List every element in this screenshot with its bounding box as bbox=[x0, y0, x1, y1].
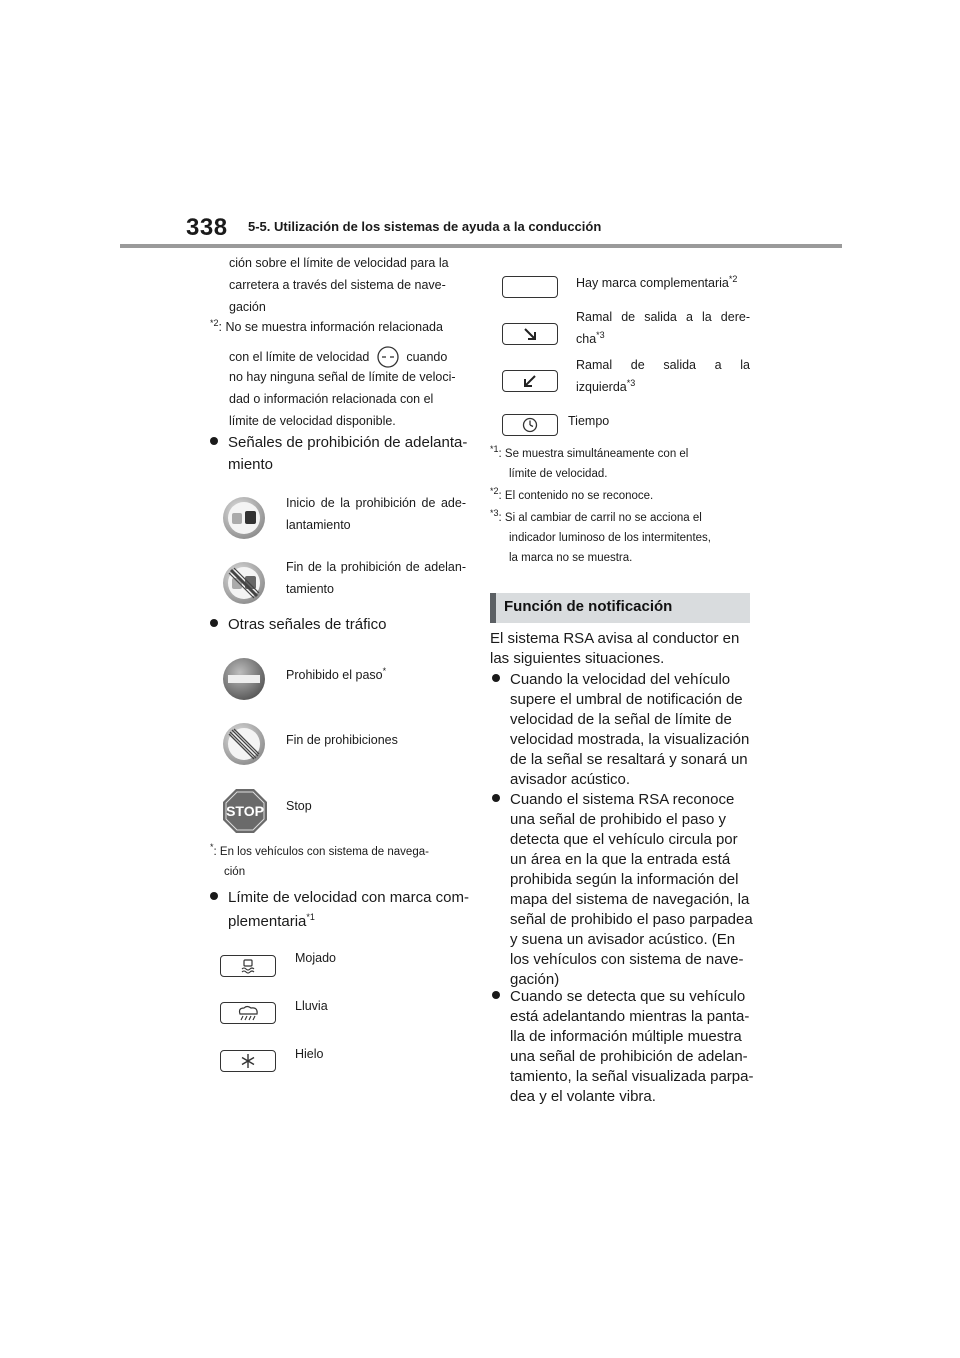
text-line: una señal de prohibido el paso y bbox=[510, 811, 726, 828]
text-line: Señales de prohibición de adelanta- bbox=[228, 434, 468, 451]
blank-panel-icon bbox=[502, 276, 558, 298]
footnote-mark: *3 bbox=[490, 508, 499, 519]
traffic-item-no-entry bbox=[286, 664, 466, 686]
text-line: lantamiento bbox=[286, 518, 351, 532]
text-line: las siguientes situaciones. bbox=[490, 650, 665, 667]
bullet-other-signs-heading bbox=[210, 614, 470, 636]
text-line: cuando bbox=[406, 350, 448, 364]
footnote-mark: *2 bbox=[210, 317, 219, 328]
no-overtaking-sign bbox=[222, 496, 266, 540]
speed-limit-none-icon bbox=[377, 346, 399, 368]
text-line: cha bbox=[576, 332, 597, 346]
text-line: tamiento, la señal visualizada parpa- bbox=[510, 1068, 754, 1085]
no-entry-sign bbox=[222, 657, 266, 701]
text-line: supere el umbral de notificación de bbox=[510, 691, 743, 708]
bullet-overtaking-heading bbox=[210, 432, 470, 476]
text-line: velocidad mostrada, la visualización bbox=[510, 731, 750, 748]
header-divider bbox=[120, 244, 842, 248]
notification-bullet-2 bbox=[492, 790, 754, 990]
supp-label-wet: Mojado bbox=[295, 951, 336, 965]
text-line: ción bbox=[224, 866, 246, 878]
text-line: límite de velocidad disponible. bbox=[229, 414, 396, 428]
footnote-2-rest bbox=[229, 366, 469, 432]
notification-bullet-3 bbox=[492, 987, 754, 1107]
end-of-restrictions-sign bbox=[222, 722, 266, 766]
text-line: Otras señales de tráfico bbox=[228, 616, 387, 633]
text-line: plementaria bbox=[228, 913, 307, 930]
footnote-2 bbox=[210, 316, 470, 338]
text-line: Fin de la prohibición de adelan- bbox=[286, 560, 466, 574]
text-line: Cuando la velocidad del vehículo bbox=[510, 671, 731, 688]
text-line: indicador luminoso de los intermitentes, bbox=[509, 532, 711, 544]
rain-icon bbox=[220, 1002, 276, 1024]
footnote-1 bbox=[490, 444, 752, 484]
text-line: prohibida según la información del bbox=[510, 871, 739, 888]
text-line: un área en la que la entrada está bbox=[510, 851, 731, 868]
section-title: Función de notificación bbox=[504, 598, 673, 615]
bullet-supp-heading bbox=[210, 886, 470, 934]
text-line: ción sobre el límite de velocidad para la bbox=[229, 256, 449, 270]
text-line: Cuando se detecta que su vehículo bbox=[510, 988, 746, 1005]
footnote-mark: *1 bbox=[306, 912, 315, 922]
stop-sign-text: STOP bbox=[226, 803, 264, 819]
snowflake-icon bbox=[220, 1050, 276, 1072]
traffic-item-end-restrictions bbox=[286, 729, 466, 751]
stop-sign bbox=[222, 788, 266, 832]
text-line: con el límite de velocidad bbox=[229, 350, 370, 364]
supp-label-ice: Hielo bbox=[295, 1047, 324, 1061]
bullet-icon bbox=[210, 437, 218, 445]
text-line: mapa del sistema de navegación, la bbox=[510, 891, 750, 908]
text-line: Cuando el sistema RSA reconoce bbox=[510, 791, 735, 808]
chapter-title: 5-5. Utilización de los sistemas de ayuda a la conducción bbox=[248, 219, 602, 234]
text-line: : El contenido no se reconoce. bbox=[498, 490, 654, 502]
text-line: El sistema RSA avisa al conductor en bbox=[490, 630, 740, 647]
text-line: no hay ninguna señal de límite de veloci- bbox=[229, 370, 456, 384]
text-line: Hay marca complementaria bbox=[576, 276, 729, 290]
text-line: gación bbox=[229, 300, 266, 314]
text-line: los vehículos con sistema de nave- bbox=[510, 951, 744, 968]
text-line: Límite de velocidad con marca com- bbox=[228, 889, 469, 906]
supp-label-rain: Lluvia bbox=[295, 999, 328, 1013]
page-number: 338 bbox=[186, 214, 228, 241]
bullet-icon bbox=[492, 991, 500, 999]
text-line: : Si al cambiar de carril no se acciona el bbox=[498, 512, 702, 524]
text-line: está adelantando mientras la panta- bbox=[510, 1008, 750, 1025]
footnote-2-right bbox=[490, 486, 752, 506]
footnote-mark: *2 bbox=[490, 486, 499, 497]
text-line: miento bbox=[228, 456, 274, 473]
notification-bullet-1 bbox=[492, 670, 754, 790]
text-line: dad o información relacionada con el bbox=[229, 392, 434, 406]
text-line: : Se muestra simultáneamente con el bbox=[498, 448, 689, 460]
footnote-mark: *3 bbox=[626, 377, 636, 388]
text-line: : No se muestra información relacionada bbox=[218, 320, 443, 334]
supp-item-exit-left bbox=[576, 354, 750, 398]
text-line: dea y el volante vibra. bbox=[510, 1088, 656, 1105]
supp-item-additional bbox=[576, 272, 752, 294]
footnote-mark: *1 bbox=[490, 444, 499, 455]
bullet-icon bbox=[210, 892, 218, 900]
traffic-item-stop bbox=[286, 795, 466, 817]
text-line: Fin de prohibiciones bbox=[286, 733, 398, 747]
text-line: detecta que el vehículo circula por bbox=[510, 831, 738, 848]
continued-note-text bbox=[229, 252, 469, 318]
footnote-mark: *3 bbox=[596, 329, 605, 340]
section-intro bbox=[490, 629, 752, 669]
text-line: tamiento bbox=[286, 582, 334, 596]
footnote-mark: * bbox=[210, 842, 214, 853]
overtake-item-end bbox=[286, 556, 466, 600]
text-line: límite de velocidad. bbox=[509, 468, 608, 480]
wet-road-icon bbox=[220, 955, 276, 977]
clock-icon bbox=[502, 414, 558, 436]
text-line: una señal de prohibición de adelan- bbox=[510, 1048, 748, 1065]
bullet-icon bbox=[492, 674, 500, 682]
text-line: de la señal se resaltará y sonará un bbox=[510, 751, 748, 768]
footnote-mark: *2 bbox=[728, 273, 738, 284]
exit-right-arrow-icon bbox=[502, 323, 558, 345]
text-line: izquierda bbox=[576, 380, 627, 394]
text-line: señal de prohibido el paso parpadea bbox=[510, 911, 753, 928]
text-line: lla de información múltiple muestra bbox=[510, 1028, 742, 1045]
text-line: carretera a través del sistema de nave- bbox=[229, 278, 446, 292]
text-line: Ramal de salida a la bbox=[576, 358, 750, 372]
text-line: Ramal de salida a la dere- bbox=[576, 310, 750, 324]
footnote-3 bbox=[490, 508, 752, 568]
footnote-star bbox=[210, 842, 470, 882]
text-line: velocidad de la señal de límite de bbox=[510, 711, 732, 728]
text-line: y suena un avisador acústico. (En bbox=[510, 931, 736, 948]
text-line: : En los vehículos con sistema de navega- bbox=[213, 846, 429, 858]
text-line: Stop bbox=[286, 799, 312, 813]
text-line: avisador acústico. bbox=[510, 771, 631, 788]
text-line: gación) bbox=[510, 971, 560, 988]
overtake-item-start bbox=[286, 492, 466, 536]
supp-item-exit-right bbox=[576, 306, 750, 350]
bullet-icon bbox=[492, 794, 500, 802]
bullet-icon bbox=[210, 619, 218, 627]
exit-left-arrow-icon bbox=[502, 370, 558, 392]
end-no-overtaking-sign bbox=[222, 561, 266, 605]
supp-item-time: Tiempo bbox=[568, 414, 610, 428]
text-line: Prohibido el paso bbox=[286, 668, 383, 682]
text-line: Inicio de la prohibición de ade- bbox=[286, 496, 466, 510]
footnote-mark: * bbox=[382, 665, 387, 676]
text-line: la marca no se muestra. bbox=[509, 552, 633, 564]
section-heading-bar bbox=[490, 593, 750, 623]
